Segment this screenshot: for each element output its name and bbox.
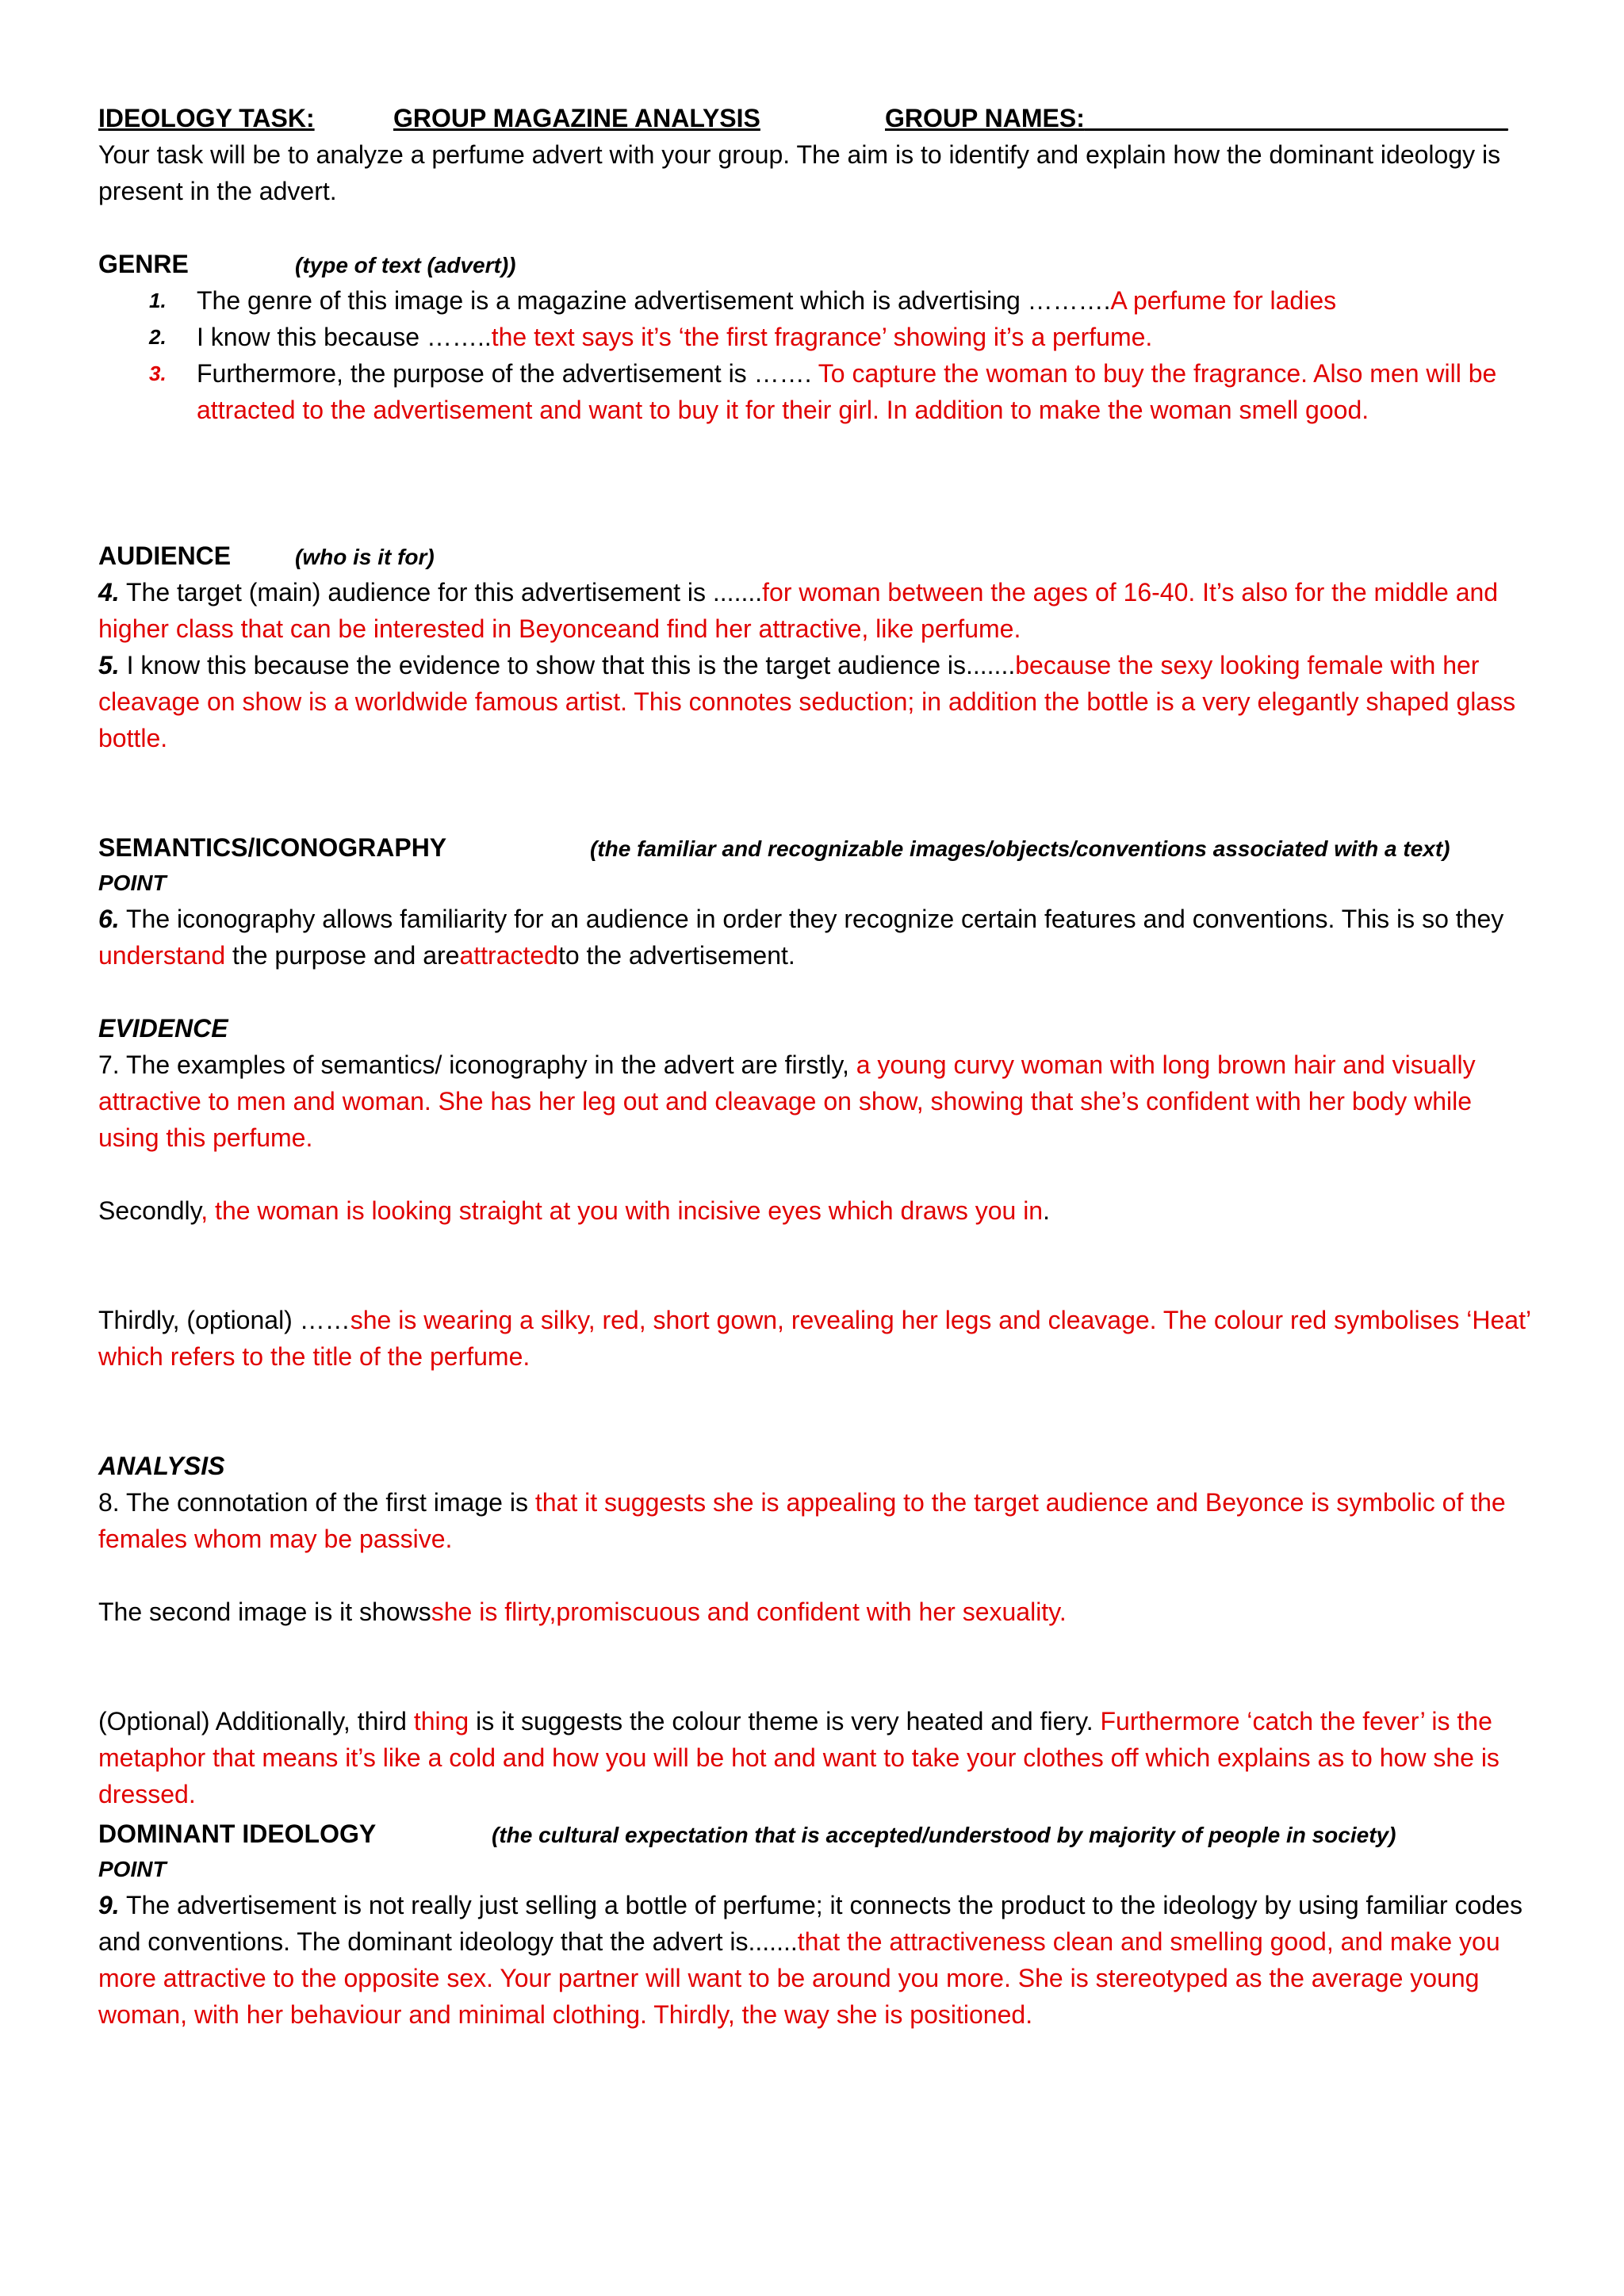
- analysis-answer-2: she is flirty,promiscuous and confident with her sexuality.: [431, 1598, 1067, 1626]
- genre-answer-1: A perfume for ladies: [1110, 286, 1337, 315]
- semantics-heading: SEMANTICS/ICONOGRAPHY: [98, 833, 447, 862]
- semantics-q7: 7. The examples of semantics/ iconography in the advert are firstly, a young curvy woman with long brown hair and visually attractive to men and woman. She has her leg out and cleavage on show, showing that she’s confident with her body while using this perfume.: [98, 1050, 1476, 1152]
- evidence-answer-2: , the woman is looking straight at you with incisive eyes which draws you in: [201, 1196, 1044, 1225]
- dominant-q9: 9. The advertisement is not really just selling a bottle of perfume; it connects the product to the ideology by using familiar codes and conventions. The dominant ideology that the advert is.......that the attractiveness clean and smelling good, and make you more attractive to the opposite sex. Your partner will want to be around you more. She is stereotyped as the average young woman, with her behaviour and minimal clothing. Thirdly, the way she is positioned.: [98, 1891, 1522, 2029]
- evidence-second: Secondly, the woman is looking straight at you with incisive eyes which draws you in.: [98, 1196, 1050, 1225]
- dominant-heading-row: [98, 1816, 1534, 1852]
- evidence-answer-3: she is wearing a silky, red, short gown, revealing her legs and cleavage. The colour red symbolises ‘Heat’ which refers to the title of the perfume.: [98, 1306, 1530, 1371]
- genre-note: (type of text (advert)): [295, 253, 516, 277]
- dominant-point-label: POINT: [98, 1857, 167, 1881]
- evidence-third: Thirdly, (optional) ……she is wearing a silky, red, short gown, revealing her legs and cleavage. The colour red symbolises ‘Heat’ which refers to the title of the perfume.: [98, 1306, 1530, 1371]
- analysis-second: The second image is it showsshe is flirty,promiscuous and confident with her sexuality.: [98, 1598, 1067, 1626]
- dominant-answer: that the attractiveness clean and smelling good, and make you more attractive to the opposite sex. Your partner will want to be around you more. She is stereotyped as the average young woman, with her behaviour and minimal clothing. Thirdly, the way she is positioned.: [98, 1927, 1500, 2029]
- semantics-note: (the familiar and recognizable images/objects/conventions associated with a text): [590, 836, 1450, 861]
- genre-heading: GENRE: [98, 250, 189, 278]
- audience-heading-row: [98, 538, 1534, 574]
- audience-answer-4: for woman between the ages of 16-40. It’s also for the middle and higher class that can be interested in Beyonceand find her attractive, like perfume.: [98, 578, 1499, 643]
- audience-q4: 4. The target (main) audience for this advertisement is .......for woman between the ages of 16-40. It’s also for the middle and higher class that can be interested in Beyonceand find her attractive, like perfume.: [98, 578, 1499, 643]
- analysis-answer-1: that it suggests she is appealing to the target audience and Beyonce is symbolic of the females whom may be passive.: [98, 1488, 1506, 1553]
- audience-heading: AUDIENCE: [98, 541, 232, 570]
- analysis-q8: 8. The connotation of the first image is that it suggests she is appealing to the target audience and Beyonce is symbolic of the females whom may be passive.: [98, 1488, 1506, 1553]
- evidence-label: EVIDENCE: [98, 1014, 228, 1043]
- worksheet-header: [98, 100, 1534, 136]
- genre-item-1: 1. The genre of this image is a magazine advertisement which is advertising ……….A perfume for ladies: [149, 286, 1337, 315]
- dominant-heading: DOMINANT IDEOLOGY: [98, 1820, 377, 1848]
- intro-text: Your task will be to analyze a perfume advert with your group. The aim is to identify and explain how the dominant ideology is present in the advert.: [98, 140, 1501, 205]
- task-subtitle: GROUP MAGAZINE ANALYSIS: [393, 104, 760, 132]
- group-names-label: GROUP NAMES:______________________________: [885, 104, 1508, 132]
- audience-answer-5: because the sexy looking female with her cleavage on show is a worldwide famous artist. This connotes seduction; in addition the bottle is a very elegantly shaped glass bottle.: [98, 651, 1516, 752]
- group-names-line: ______________________________: [1084, 104, 1508, 132]
- analysis-label: ANALYSIS: [98, 1452, 225, 1480]
- semantics-q6: 6. The iconography allows familiarity for an audience in order they recognize certain features and conventions. This is so they understand the purpose and areattractedto the advertisement.: [98, 905, 1504, 970]
- analysis-third: (Optional) Additionally, third thing is it suggests the colour theme is very heated and fiery. Furthermore ‘catch the fever’ is the metaphor that means it’s like a cold and how you will be hot and want to take your clothes off which explains as to how she is dressed.: [98, 1707, 1500, 1808]
- audience-note: (who is it for): [295, 545, 435, 569]
- worksheet-page: [98, 100, 1534, 2033]
- semantics-point-label: POINT: [98, 871, 167, 895]
- genre-heading-row: [98, 246, 1534, 282]
- genre-answer-2: the text says it’s ‘the first fragrance’ showing it’s a perfume.: [491, 323, 1153, 351]
- analysis-answer-3: Furthermore ‘catch the fever’ is the metaphor that means it’s like a cold and how you will be hot and want to take your clothes off which explains as to how she is dressed.: [98, 1707, 1500, 1808]
- dominant-note: (the cultural expectation that is accepted/understood by majority of people in society): [492, 1823, 1396, 1847]
- evidence-answer-1: a young curvy woman with long brown hair and visually attractive to men and woman. She has her leg out and cleavage on show, showing that she’s confident with her body while using this perfume.: [98, 1050, 1476, 1152]
- genre-answer-3: To capture the woman to buy the fragrance. Also men will be attracted to the advertisement and want to buy it for their girl. In addition to make the woman smell good.: [197, 359, 1497, 424]
- genre-item-3: 3. Furthermore, the purpose of the advertisement is ……. To capture the woman to buy the fragrance. Also men will be attracted to the advertisement and want to buy it for their girl. In addition to make the woman smell good.: [149, 359, 1497, 424]
- task-title: IDEOLOGY TASK:: [98, 104, 315, 132]
- semantics-heading-row: [98, 829, 1534, 866]
- audience-q5: 5. I know this because the evidence to show that this is the target audience is.......because the sexy looking female with her cleavage on show is a worldwide famous artist. This connotes seduction; in addition the bottle is a very elegantly shaped glass bottle.: [98, 651, 1516, 752]
- genre-item-2: 2. I know this because ……..the text says it’s ‘the first fragrance’ showing it’s a perfume.: [149, 323, 1153, 351]
